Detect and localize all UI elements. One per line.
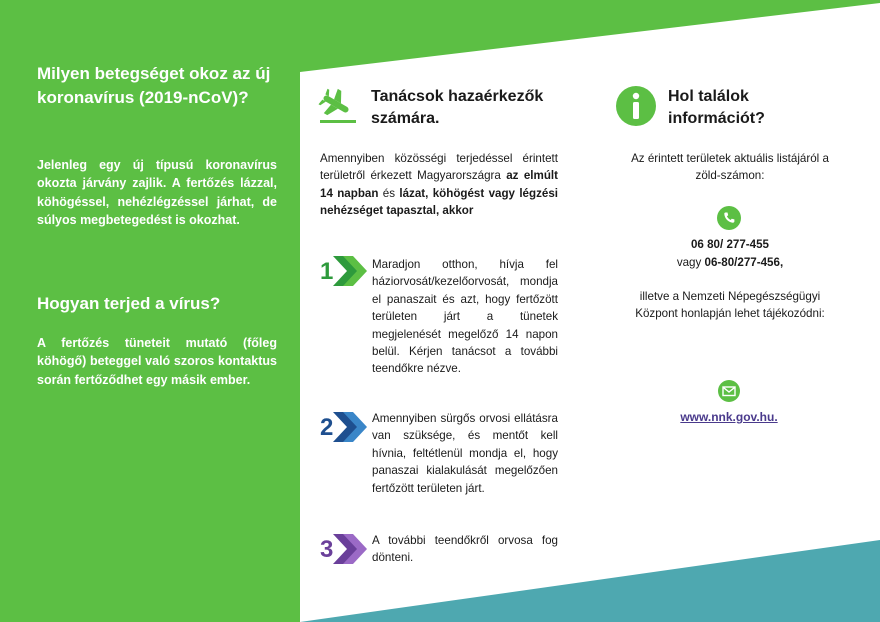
advice-title: Tanácsok hazaérkezők számára. — [371, 88, 544, 127]
phone-line-2 — [630, 254, 830, 271]
phone-number-1[interactable]: 06 80/ 277-455 — [690, 238, 769, 251]
advice-intro — [320, 150, 558, 220]
spread-description: A fertőzés tüneteit mutató (főleg köhögő) beteggel való szoros kontaktus során fertőződhet egy másik ember. — [37, 336, 277, 387]
heading-how-spreads: Hogyan terjed a vírus? — [37, 294, 221, 313]
advice-intro-part-c: és — [378, 186, 400, 200]
step-2-number: 2 — [320, 414, 334, 441]
advice-intro-14-days: az elmúlt 14 napban — [320, 169, 558, 200]
step-2-chevron-icon — [333, 412, 369, 442]
info-title: Hol találok információt? — [668, 88, 765, 127]
info-intro: Az érintett területek aktuális listájáról a zöld-számon: — [631, 152, 829, 183]
step-3-number: 3 — [320, 536, 334, 563]
step-1-number: 1 — [320, 258, 334, 285]
top-green-band — [300, 0, 880, 72]
info-website-text: illetve a Nemzeti Népegészségügyi Központ honlapján lehet tájékozódni: — [635, 290, 825, 321]
advice-intro-symptoms: lázat, köhögést vagy légzési nehézséget tapasztal, akkor — [320, 186, 558, 218]
step-2-text: Amennyiben sürgős orvosi ellátásra van szüksége, és mentőt kell hívnia, feltétlenül mondja el, hogy panaszai kialakulását megelőzően fertőzött területen járt. — [372, 412, 558, 495]
step-1-text: Maradjon otthon, hívja fel háziorvosát/kezelőorvosát, mondja el panaszait és azt, hogy fertőzött területen járt a tünetek megjelenését megelőző 14 napon belül. Kérjen tanácsot a további teendőkre nézve. — [372, 258, 558, 376]
step-3-chevron-icon — [333, 534, 369, 564]
step-1-chevron-icon — [333, 256, 369, 286]
phone-2-prefix: vagy — [676, 256, 705, 269]
heading-what-disease: Milyen betegséget okoz az új koronavírus (2019-nCoV)? — [37, 64, 271, 107]
advice-intro-part-a: Amennyiben közösségi terjedéssel érintett területről érkezett Magyarországra — [320, 152, 558, 183]
step-3-text: A további teendőkről orvosa fog dönteni. — [372, 534, 558, 565]
website-link[interactable]: www.nnk.gov.hu. — [680, 410, 778, 424]
phone-icon — [717, 206, 741, 230]
disease-description: Jelenleg egy új típusú koronavírus okozta járvány zajlik. A fertőzés lázzal, köhögéssel, nehézlégzéssel járhat, de súlyos megbetegedést is okozhat. — [37, 158, 277, 228]
phone-number-2[interactable]: 06-80/277-456, — [704, 256, 784, 269]
airplane-landing-icon — [318, 88, 358, 124]
info-icon — [616, 86, 656, 126]
mail-icon — [718, 380, 740, 402]
